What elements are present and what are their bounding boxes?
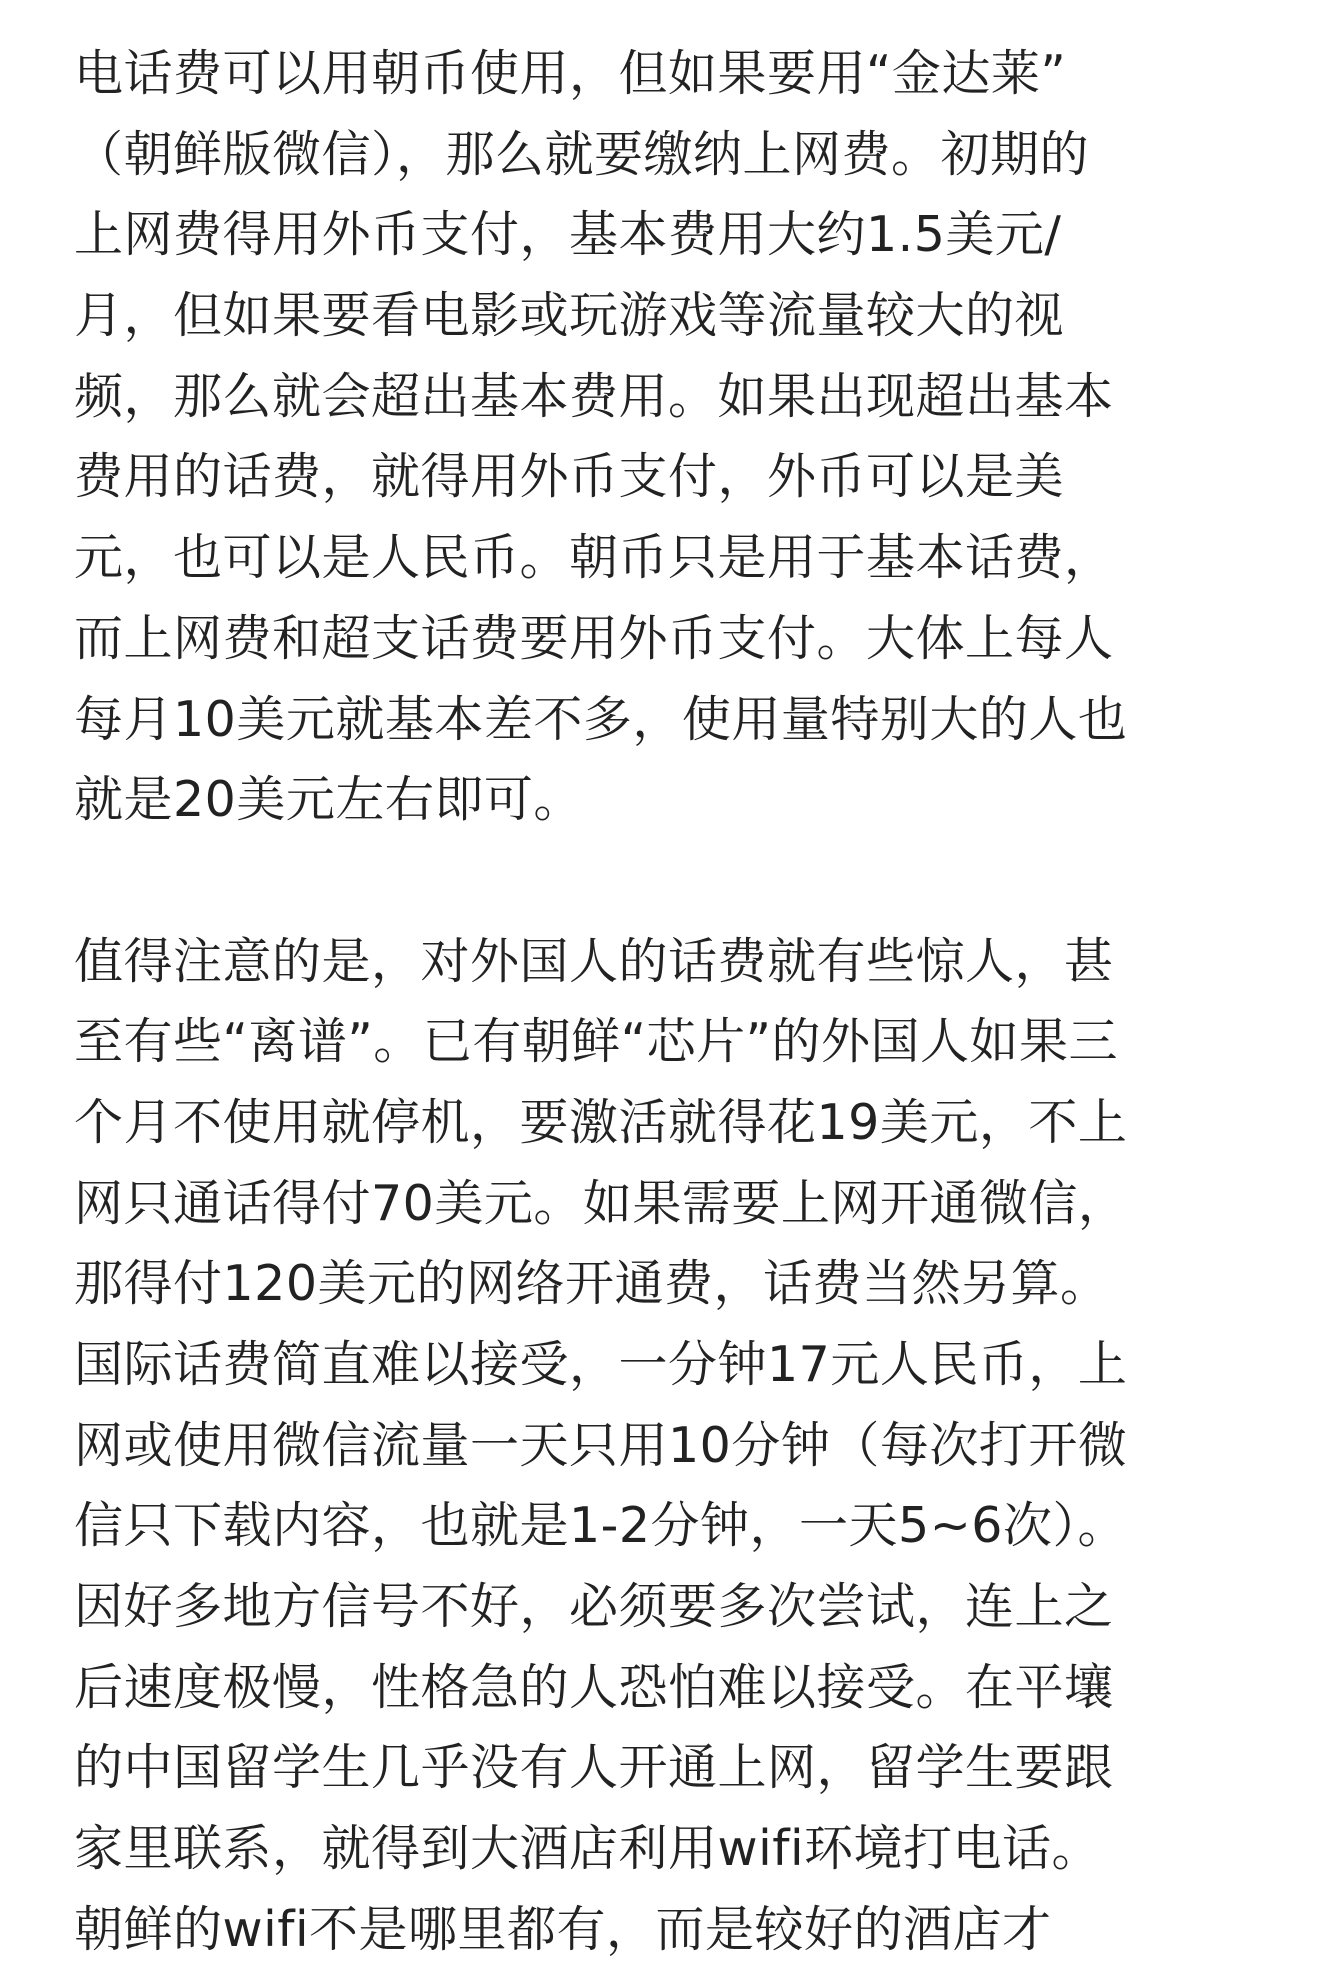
text-line: 电话费可以用朝币使用，但如果要用“金达莱”: [74, 45, 1067, 102]
text-line: 每月10美元就基本差不多，使用量特别大的人也: [74, 690, 1128, 748]
text-line: 网只通话得付70美元。如果需要上网开通微信，: [74, 1174, 1128, 1232]
text-line: 家里联系，就得到大酒店利用wifi环境打电话。: [74, 1820, 1102, 1878]
paragraph-2: [74, 922, 1254, 1971]
text-line: 至有些“离谱”。已有朝鲜“芯片”的外国人如果三: [74, 1013, 1119, 1071]
text-line: 信只下载内容，也就是1-2分钟，一天5~6次）。: [74, 1497, 1127, 1555]
article-body: [74, 34, 1254, 1971]
text-line: 元，也可以是人民币。朝币只是用于基本话费，: [74, 529, 1114, 587]
text-line: 因好多地方信号不好，必须要多次尝试，连上之: [74, 1578, 1114, 1636]
text-line: 后速度极慢，性格急的人恐怕难以接受。在平壤: [74, 1658, 1114, 1716]
text-line: 那得付120美元的网络开通费，话费当然另算。: [74, 1255, 1110, 1313]
text-line: 朝鲜的wifi不是哪里都有，而是较好的酒店才: [74, 1900, 1052, 1958]
text-line: 月，但如果要看电影或玩游戏等流量较大的视: [74, 287, 1065, 345]
text-line: 网或使用微信流量一天只用10分钟（每次打开微: [74, 1416, 1128, 1474]
text-line: 国际话费简直难以接受，一分钟17元人民币，上: [74, 1336, 1128, 1393]
text-line: （朝鲜版微信），那么就要缴纳上网费。初期的: [74, 125, 1090, 183]
text-line: 就是20美元左右即可。: [74, 771, 583, 829]
paragraph-1: [74, 34, 1254, 841]
text-line: 频，那么就会超出基本费用。如果出现超出基本: [74, 367, 1114, 425]
text-line: 费用的话费，就得用外币支付，外币可以是美: [74, 448, 1065, 506]
text-line: 的中国留学生几乎没有人开通上网，留学生要跟: [74, 1739, 1114, 1797]
paragraph-gap: [74, 841, 1254, 922]
text-line: 而上网费和超支话费要用外币支付。大体上每人: [74, 609, 1114, 667]
text-line: 上网费得用外币支付，基本费用大约1.5美元/: [74, 206, 1062, 264]
text-line: 个月不使用就停机，要激活就得花19美元，不上: [74, 1093, 1128, 1151]
text-line: 值得注意的是，对外国人的话费就有些惊人，甚: [74, 932, 1114, 990]
